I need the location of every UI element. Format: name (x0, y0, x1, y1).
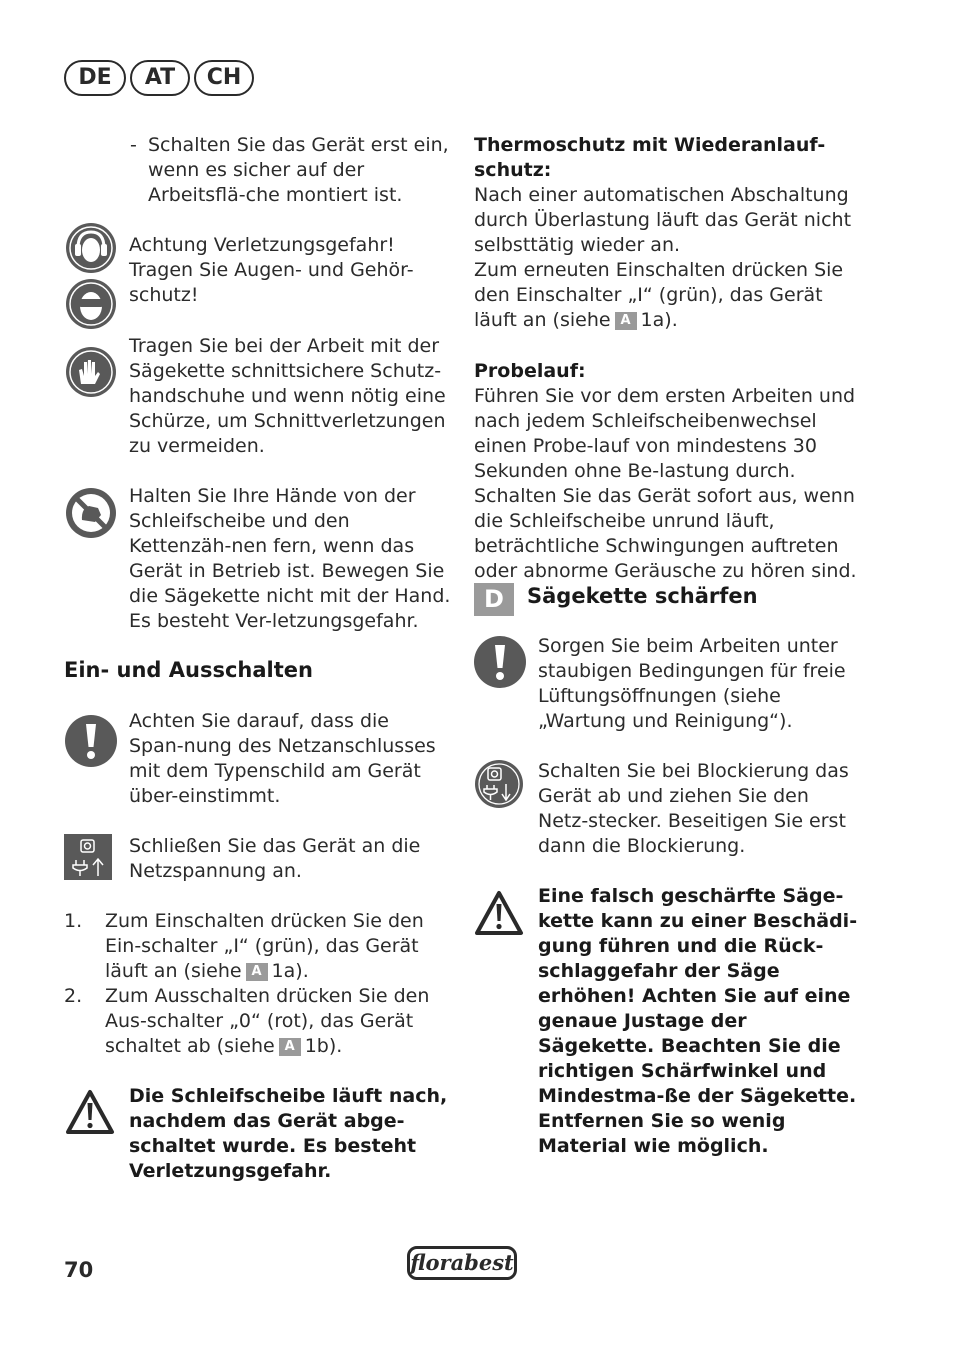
warning-triangle-icon (474, 890, 524, 936)
exclamation-icon (65, 715, 117, 767)
plug-in-icon (64, 834, 112, 880)
probe-section (474, 359, 866, 584)
warning-text-sharpening: Eine falsch geschärfte Säge-kette kann zu einer Beschädi-gung führen und die Rück-schlaggefahr der Säge erhöhen! Achten Sie auf eine genaue Justage der Sägekette. Beachten Sie die richtigen Schärfwinkel und Mindestma-ße der Sägekette. Entfernen Sie so wenig Material wie möglich. (538, 885, 858, 1157)
figure-ref-badge: A (615, 312, 637, 330)
bullet-text: Schalten Sie das Gerät erst ein, wenn es sicher auf der Arbeitsflä-che montiert ist. (148, 134, 449, 206)
thermo-text-2: Zum erneuten Einschalten drücken Sie den Einschalter „I“ (grün), das Gerät läuft an (siehe A 1a). (474, 259, 844, 331)
dust-note-text: Sorgen Sie beim Arbeiten unter staubigen Bedingungen für freie Lüftungsöffnungen (siehe „Wartung und Reinigung“). (538, 635, 846, 732)
page-number: 70 (64, 1258, 94, 1282)
ear-protection-icon (65, 222, 117, 274)
gloves-icon (65, 346, 117, 398)
figure-ref-badge: A (246, 963, 268, 981)
connect-note-text: Schließen Sie das Gerät an die Netzspannung an. (129, 835, 421, 882)
bullet-item (130, 133, 450, 208)
unplug-note-text: Schalten Sie bei Blockierung das Gerät ab und ziehen Sie den Netz-stecker. Beseitigen Sie erst dann die Blockierung. (538, 760, 849, 857)
step-off: 2. Zum Ausschalten drücken Sie den Aus-schalter „0“ (rot), das Gerät schaltet ab (siehe A 1b). (64, 985, 430, 1057)
exclamation-icon (474, 636, 526, 688)
no-hands-text: Halten Sie Ihre Hände von der Schleifscheibe und den Kettenzäh-nen fern, wenn das Gerät in Betrieb ist. Bewegen Sie die Sägekette nicht mit der Hand. Es besteht Ver-letzungsgefahr. (129, 485, 451, 632)
brand-logo: florabest (407, 1246, 517, 1280)
probe-heading: Probelauf: (474, 360, 586, 382)
bullet-dash: - (130, 134, 137, 156)
probe-text: Führen Sie vor dem ersten Arbeiten und nach jedem Schleifscheibenwechsel einen Probe-lauf von mindestens 30 Sekunden ohne Be-lastung durch. Schalten Sie das Gerät sofort aus, wenn die Schleifscheibe unrund läuft, beträchtliche Schwingungen auftreten oder abnorme Geräusche zu hören sind. (474, 385, 857, 582)
unplug-icon (474, 758, 524, 810)
country-badge-ch: CH (194, 60, 254, 96)
figure-ref-badge: A (279, 1038, 301, 1056)
step-number: 2. (64, 985, 83, 1007)
ppe-gloves-text: Tragen Sie bei der Arbeit mit der Sägekette schnittsichere Schutz-handschuhe und wenn nötig eine Schürze, um Schnittverletzungen zu vermeiden. (129, 335, 446, 457)
step-number: 1. (64, 910, 83, 932)
thermo-heading: Thermoschutz mit Wiederanlauf-schutz: (474, 134, 826, 181)
voltage-note-text: Achten Sie darauf, dass die Span-nung des Netzanschlusses mit dem Typenschild am Gerät über-einstimmt. (129, 710, 436, 807)
step-on: 1. Zum Einschalten drücken Sie den Ein-schalter „I“ (grün), das Gerät läuft an (siehe A 1a). (64, 910, 424, 982)
section-badge-d: D (474, 583, 514, 616)
warning-triangle-icon (65, 1089, 115, 1135)
country-badge-at: AT (130, 60, 190, 96)
warning-text-afterrun: Die Schleifscheibe läuft nach, nachdem das Gerät abge-schaltet wurde. Es besteht Verletzungsgefahr. (129, 1085, 448, 1182)
eye-protection-icon (65, 278, 117, 330)
switch-steps (64, 909, 452, 1059)
section-heading-on-off: Ein- und Ausschalten (64, 658, 313, 682)
thermo-section (474, 133, 866, 333)
thermo-text-1: Nach einer automatischen Abschaltung durch Überlastung läuft das Gerät nicht selbsttätig wieder an. (474, 184, 852, 256)
section-heading-sharpen: Sägekette schärfen (527, 584, 758, 608)
country-badge-de: DE (64, 60, 126, 96)
no-hands-icon (65, 487, 117, 539)
ppe-eyes-ears-text: Achtung Verletzungsgefahr! Tragen Sie Augen- und Gehör-schutz! (129, 234, 414, 306)
